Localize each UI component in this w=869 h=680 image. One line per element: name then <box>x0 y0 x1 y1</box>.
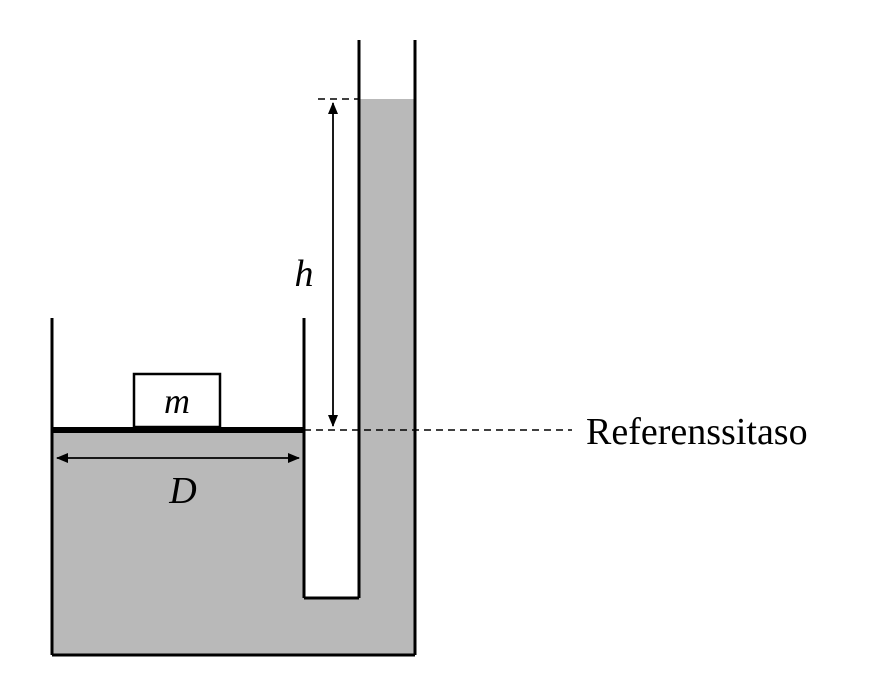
diameter-label: D <box>169 470 197 512</box>
reference-label: Referenssitaso <box>586 411 808 453</box>
container-fluid <box>52 430 304 655</box>
fluid-body <box>52 99 415 655</box>
height-label: h <box>294 253 314 295</box>
channel-fluid <box>304 598 415 655</box>
column-fluid <box>359 99 415 598</box>
mass-label: m <box>164 381 190 421</box>
